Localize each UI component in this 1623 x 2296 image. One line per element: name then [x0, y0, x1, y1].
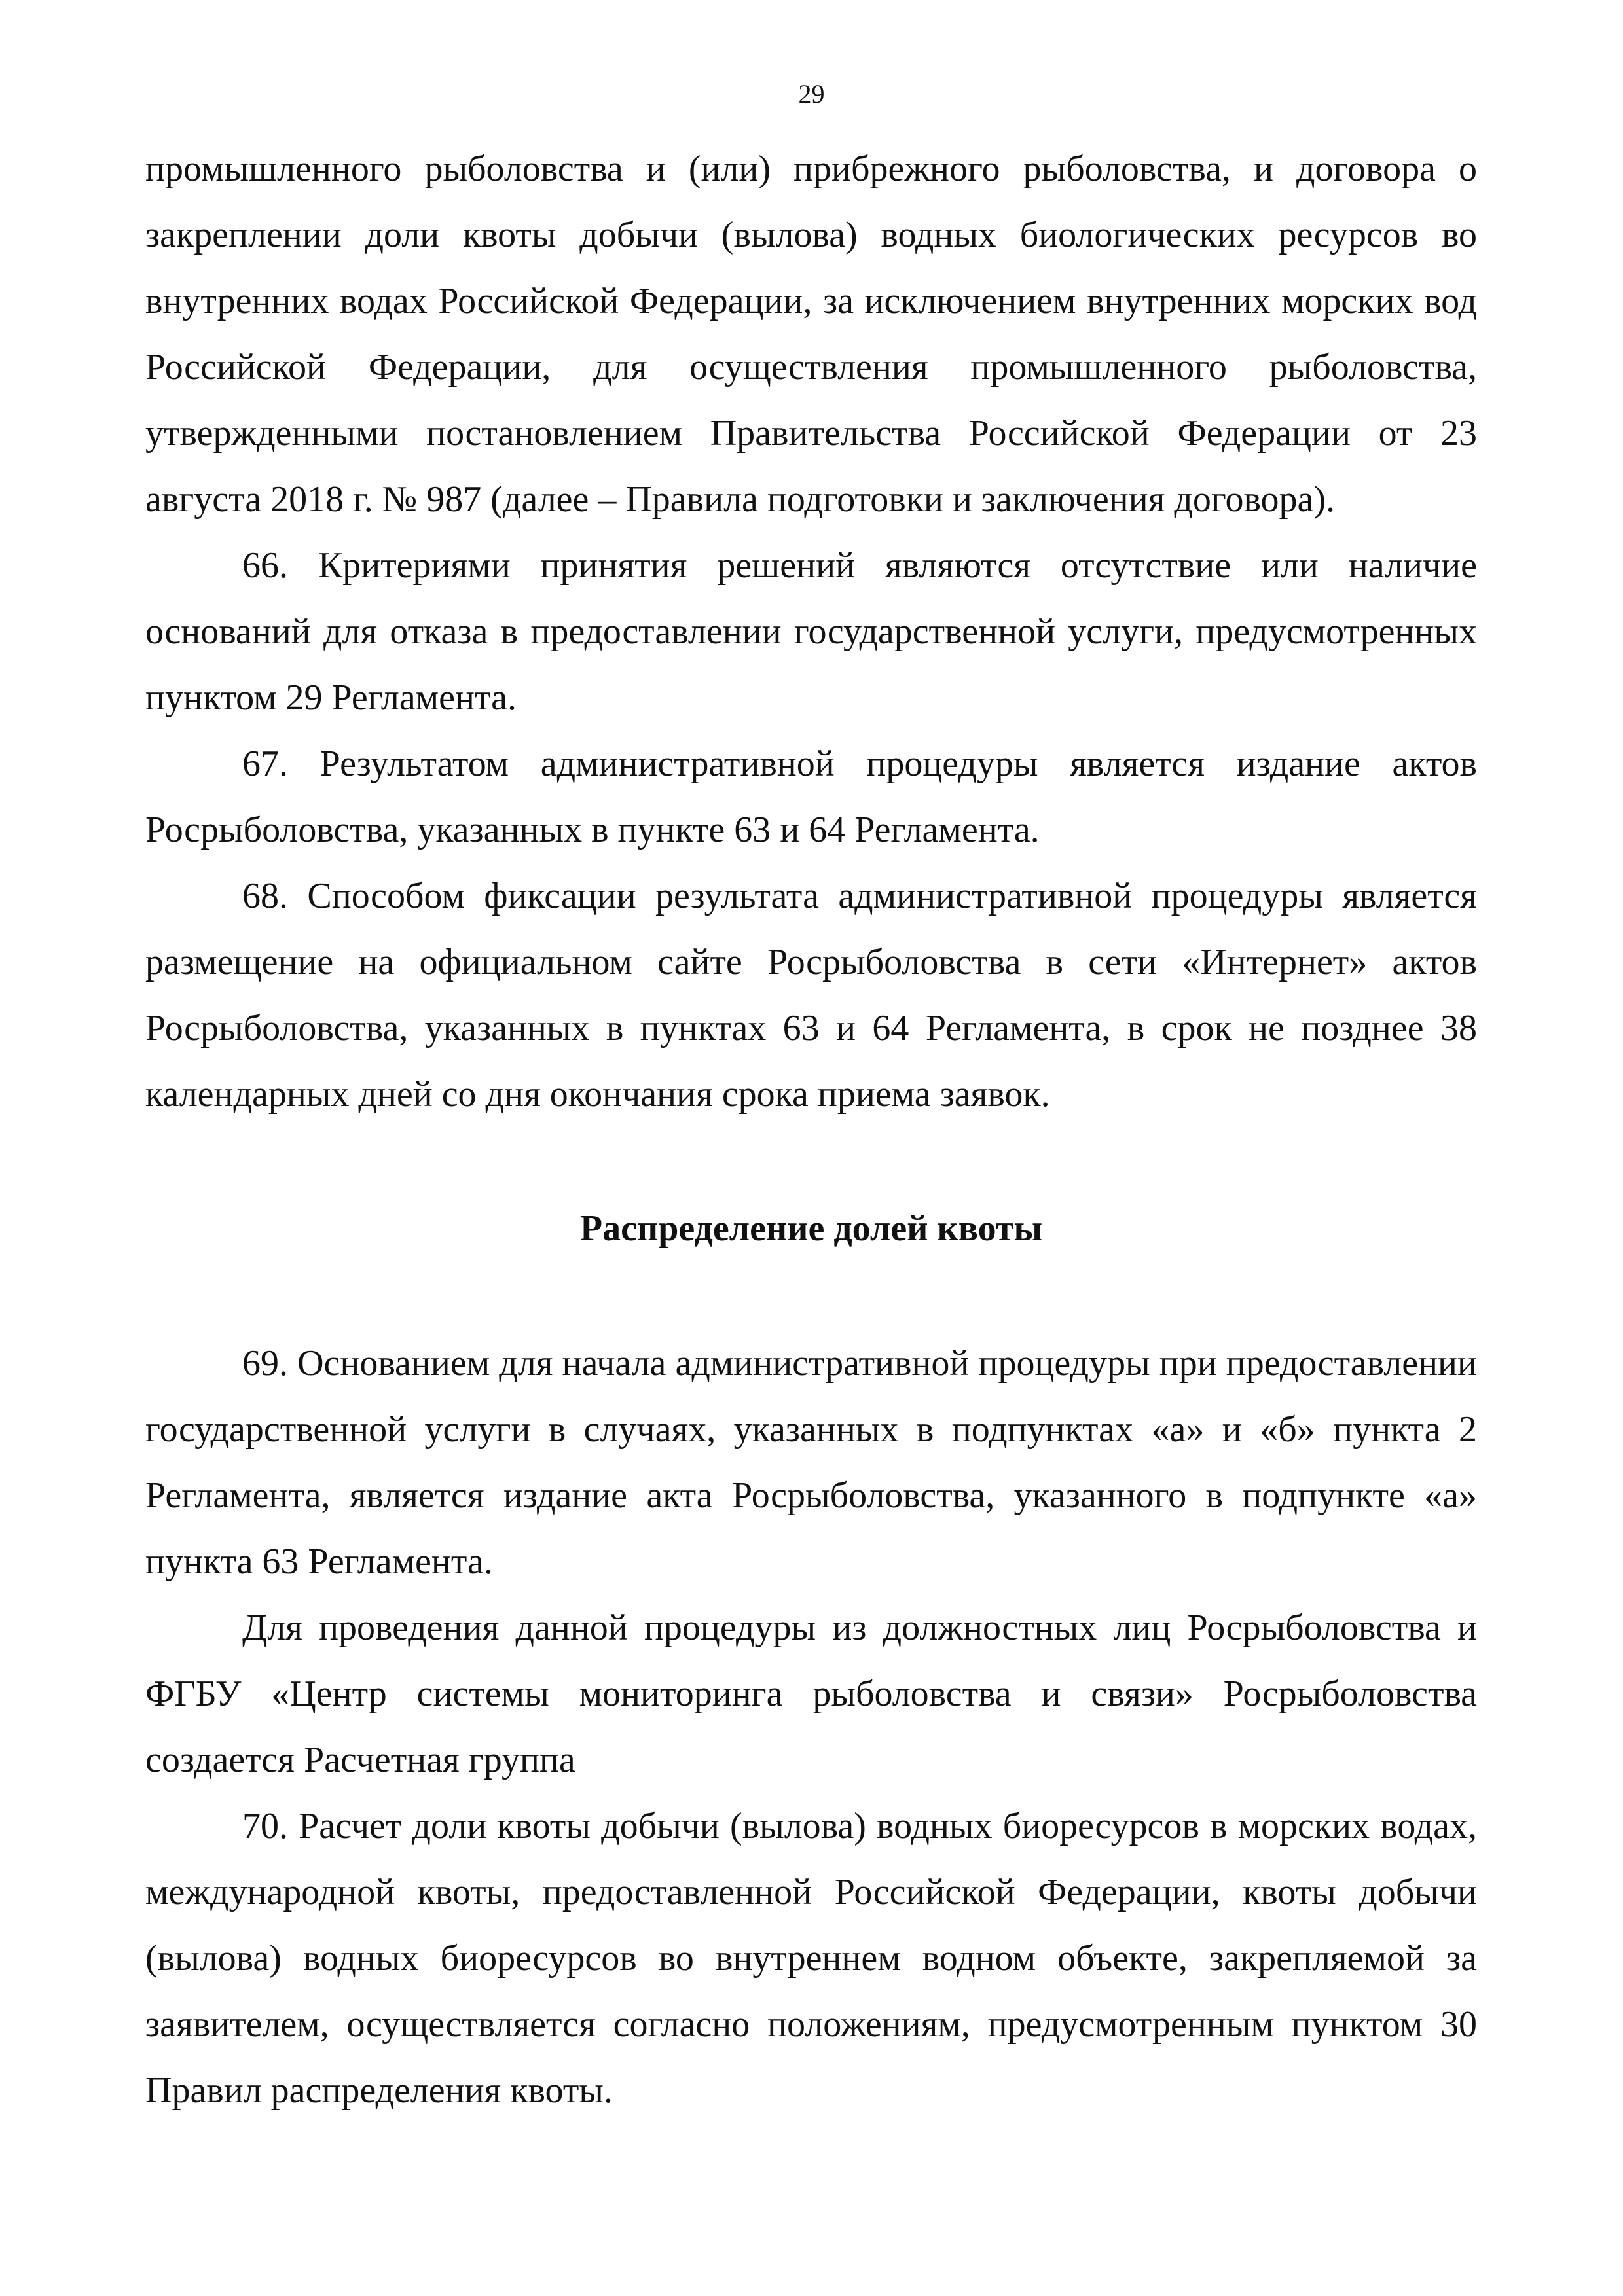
paragraph-68: 68. Способом фиксации результата административной процедуры является размещение на официальном сайте Росрыболовства в сети «Интернет» актов Росрыболовства, указанных в пунктах 63 и 64 Регламента, в срок не позднее 38 календарных дней со дня окончания срока приема заявок. — [145, 876, 1477, 1115]
paragraph-66: 66. Критериями принятия решений являются отсутствие или наличие оснований для отказа в предоставлении государственной услуги, предусмотренных пунктом 29 Регламента. — [145, 545, 1477, 718]
paragraph-69: 69. Основанием для начала административной процедуры при предоставлении государственной услуги в случаях, указанных в подпунктах «а» и «б» пункта 2 Регламента, является издание акта Росрыболовства, указанного в подпункте «а» пункта 63 Регламента. — [145, 1343, 1477, 1582]
page-number: 29 — [798, 79, 825, 109]
section-heading: Распределение долей квоты — [579, 1208, 1043, 1249]
paragraph-continuation: промышленного рыболовства и (или) прибрежного рыболовства, и договора о закреплении доли квоты добычи (вылова) водных биологических ресурсов во внутренних водах Российской Федерации, за исключением внутренних морских вод Российской Федерации, для осуществления промышленного рыболовства, утвержденными постановлением Правительства Российской Федерации от 23 августа 2018 г. № 987 (далее – Правила подготовки и заключения договора). — [145, 149, 1477, 520]
paragraph-67: 67. Результатом административной процедуры является издание актов Росрыболовства, указанных в пункте 63 и 64 Регламента. — [145, 744, 1477, 850]
paragraph-calculation-group: Для проведения данной процедуры из должностных лиц Росрыболовства и ФГБУ «Центр системы мониторинга рыболовства и связи» Росрыболовства создается Расчетная группа — [145, 1607, 1477, 1780]
paragraph-70: 70. Расчет доли квоты добычи (вылова) водных биоресурсов в морских водах, международной квоты, предоставленной Российской Федерации, квоты добычи (вылова) водных биоресурсов во внутреннем водном объекте, закрепляемой за заявителем, осуществляется согласно положениям, предусмотренным пунктом 30 Правил распределения квоты. — [145, 1806, 1477, 2111]
document-body — [145, 136, 1477, 2124]
